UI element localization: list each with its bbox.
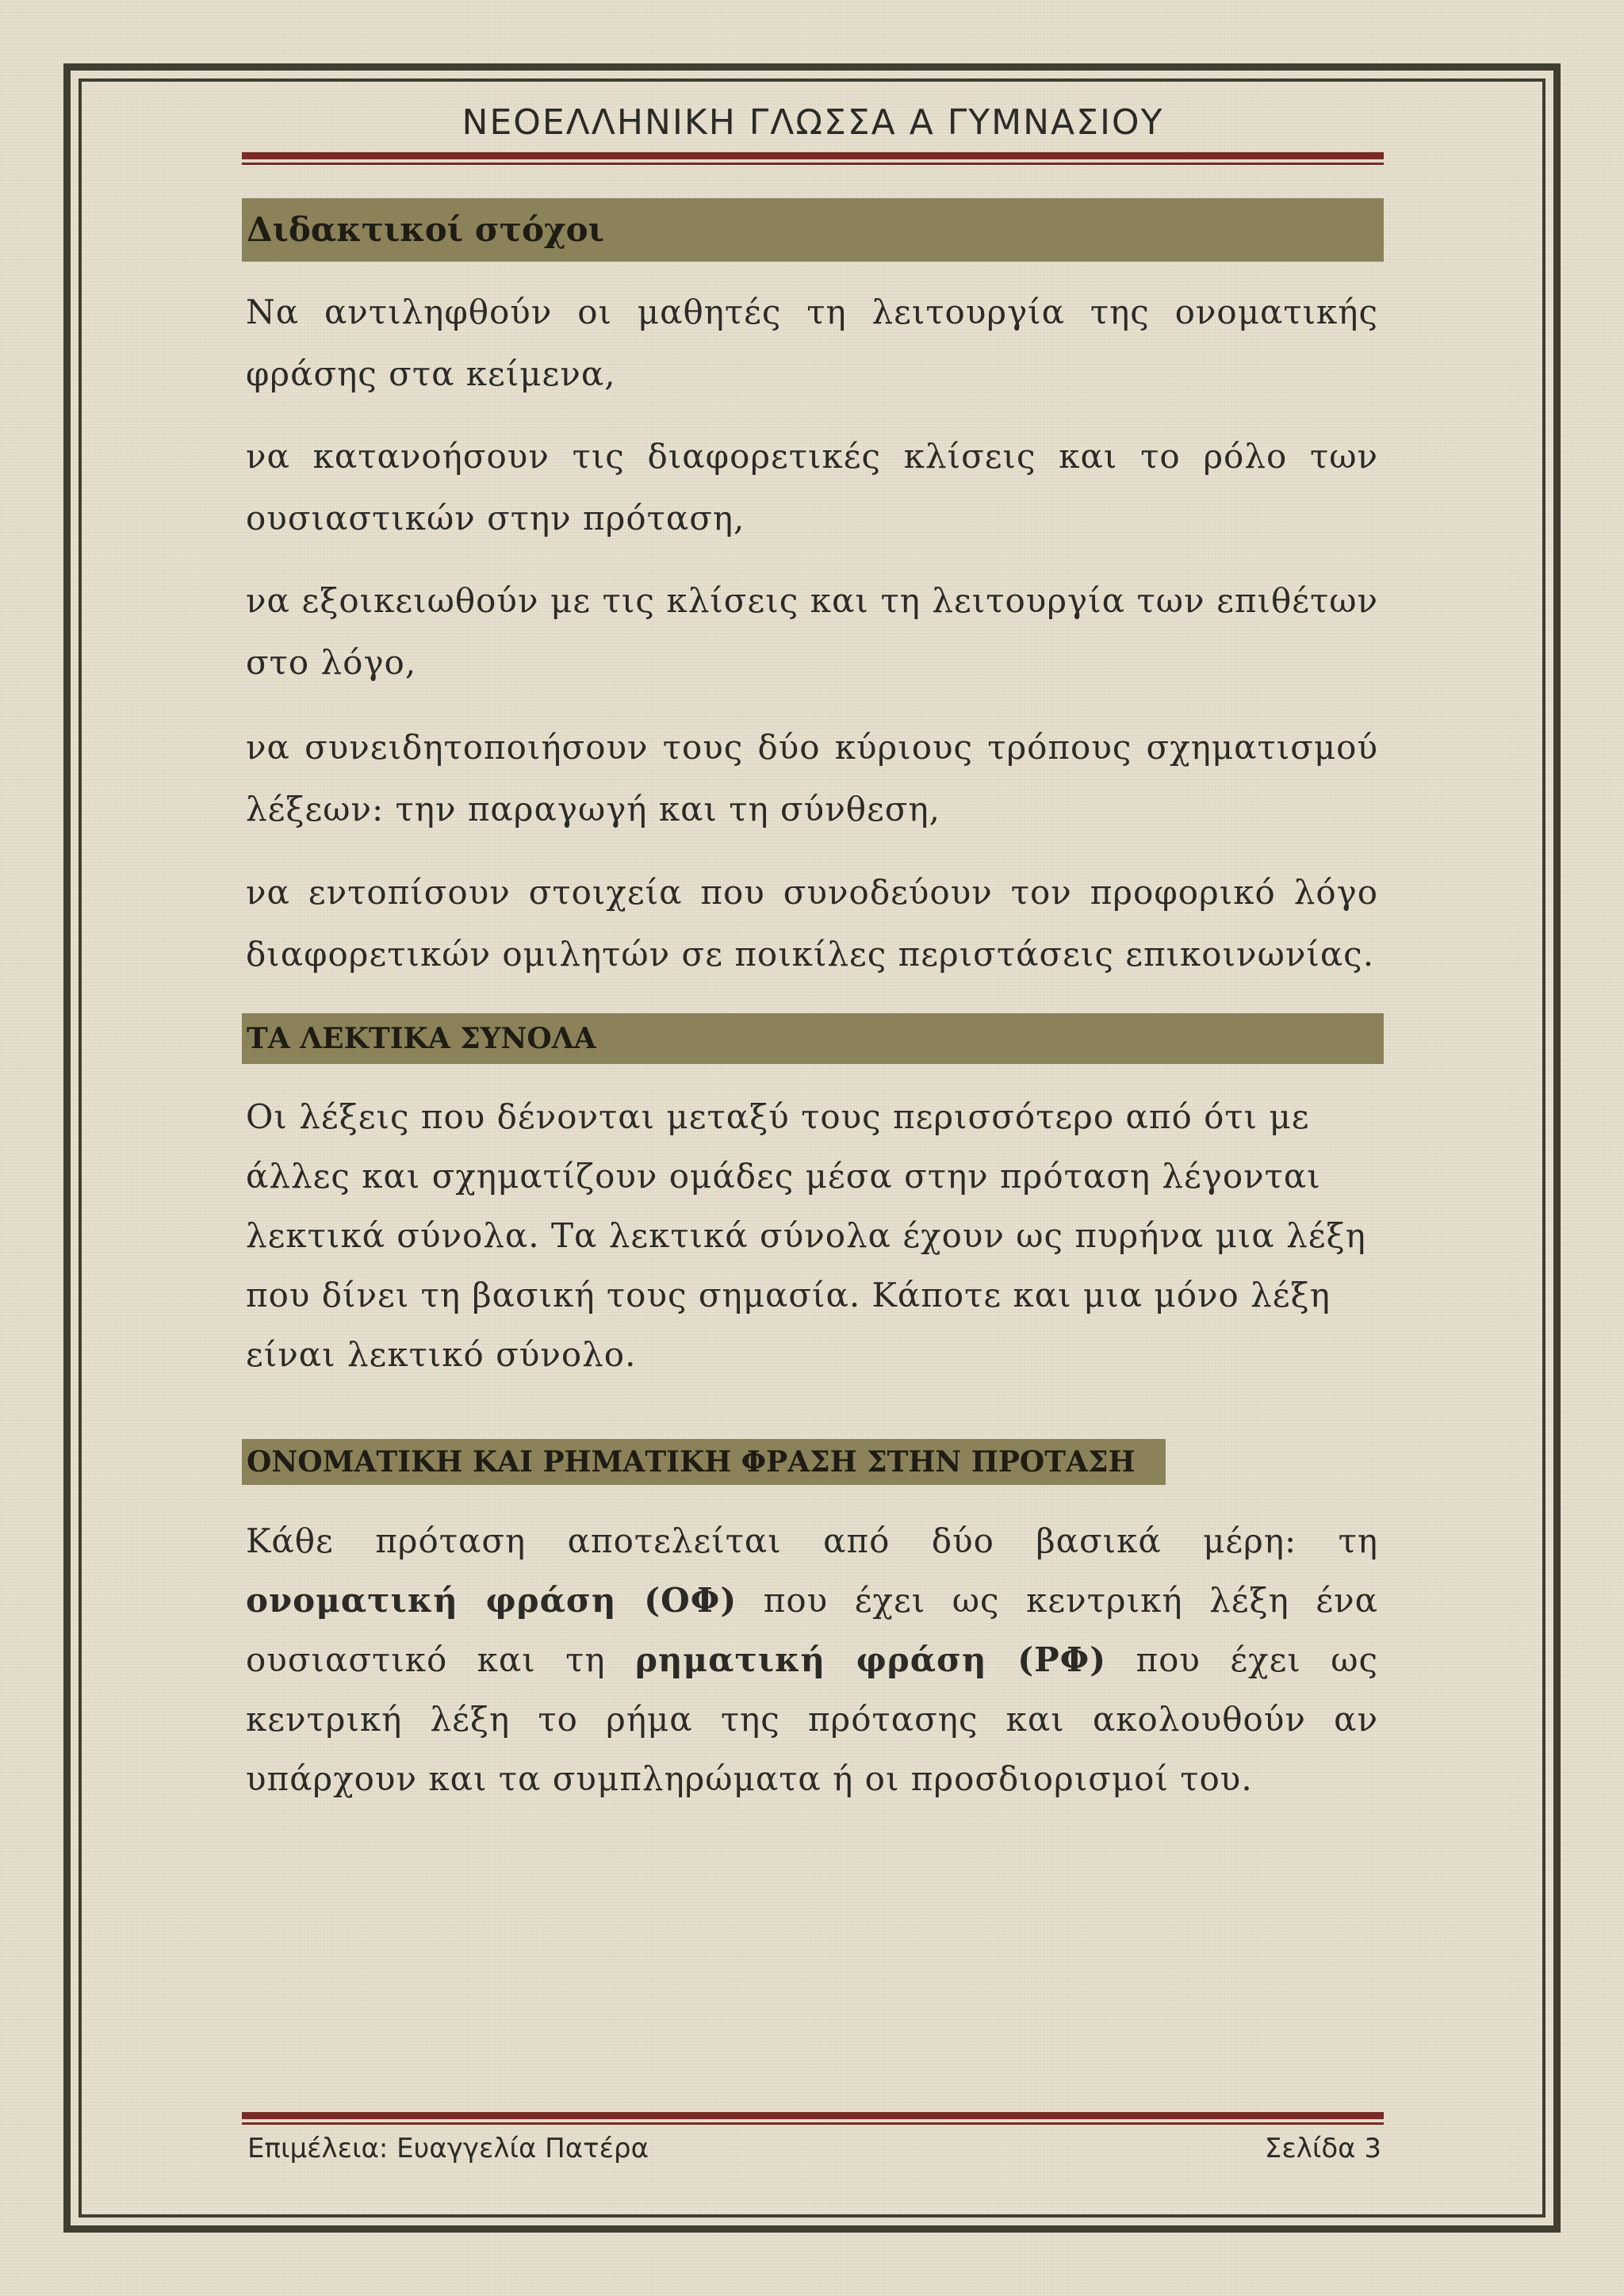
objective-item: να εντοπίσουν στοιχεία που συνοδεύουν τον προφορικό λόγο διαφορετικών ομιλητών σε ποικίλες περιστάσεις επικοινωνίας. <box>246 873 1378 974</box>
verb-phrase-term: ρηματική φράση (ΡΦ) <box>634 1640 1107 1679</box>
header-title: ΝΕΟΕΛΛΗΝΙΚΗ ΓΛΩΣΣΑ Α ΓΥΜΝΑΣΙΟΥ <box>462 102 1164 143</box>
objective-item: Να αντιληφθούν οι μαθητές τη λειτουργία της ονοματικής φράσης στα κείμενα, <box>246 293 1378 393</box>
objective-item: να κατανοήσουν τις διαφορετικές κλίσεις και το ρόλο των ουσιαστικών στην πρόταση, <box>246 437 1378 538</box>
phrases-text-c: που έχει ως κεντρική λέξη το ρήμα της πρότασης και ακολουθούν αν υπάρχουν και τα συμπληρώματα ή οι προσδιορισμοί του. <box>246 1640 1378 1798</box>
footer-author: Επιμέλεια: Ευαγγελία Πατέρα <box>247 2133 649 2164</box>
phrases-paragraph <box>246 1511 1378 1808</box>
objective-item: να εξοικειωθούν με τις κλίσεις και τη λειτουργία των επιθέτων στο λόγο, <box>246 581 1378 682</box>
header-rule <box>242 152 1384 165</box>
phrases-text-a: Κάθε πρόταση αποτελείται από δύο βασικά μέρη: τη <box>246 1521 1378 1560</box>
lexical-sets-paragraph: Οι λέξεις που δένονται μεταξύ τους περισσότερο από ότι με άλλες και σχηματίζουν ομάδες μέσα στην πρόταση λέγονται λεκτικά σύνολα. Τα λεκτικά σύνολα έχουν ως πυρήνα μια λέξη που δίνει τη βασική τους σημασία. Κάποτε και μια μόνο λέξη είναι λεκτικό σύνολο. <box>246 1097 1366 1374</box>
phrases-text-b: που έχει ως κεντρική λέξη ένα ουσιαστικό και τη <box>246 1581 1378 1679</box>
section-heading-phrases: ΟΝΟΜΑΤΙΚΗ ΚΑΙ ΡΗΜΑΤΙΚΗ ΦΡΑΣΗ ΣΤΗΝ ΠΡΟΤΑΣΗ <box>242 1439 1166 1485</box>
section-heading-lexical-sets: ΤΑ ΛΕΚΤΙΚΑ ΣΥΝΟΛΑ <box>242 1013 1384 1064</box>
objective-item: να συνειδητοποιήσουν τους δύο κύριους τρόπους σχηματισμού λέξεων: την παραγωγή και τη σύνθεση, <box>246 728 1378 828</box>
noun-phrase-term: ονοματική φράση (ΟΦ) <box>246 1581 737 1620</box>
section-heading-objectives: Διδακτικοί στόχοι <box>242 198 1384 262</box>
footer-rule <box>242 2112 1384 2125</box>
footer-page-number: Σελίδα 3 <box>1264 2133 1381 2164</box>
